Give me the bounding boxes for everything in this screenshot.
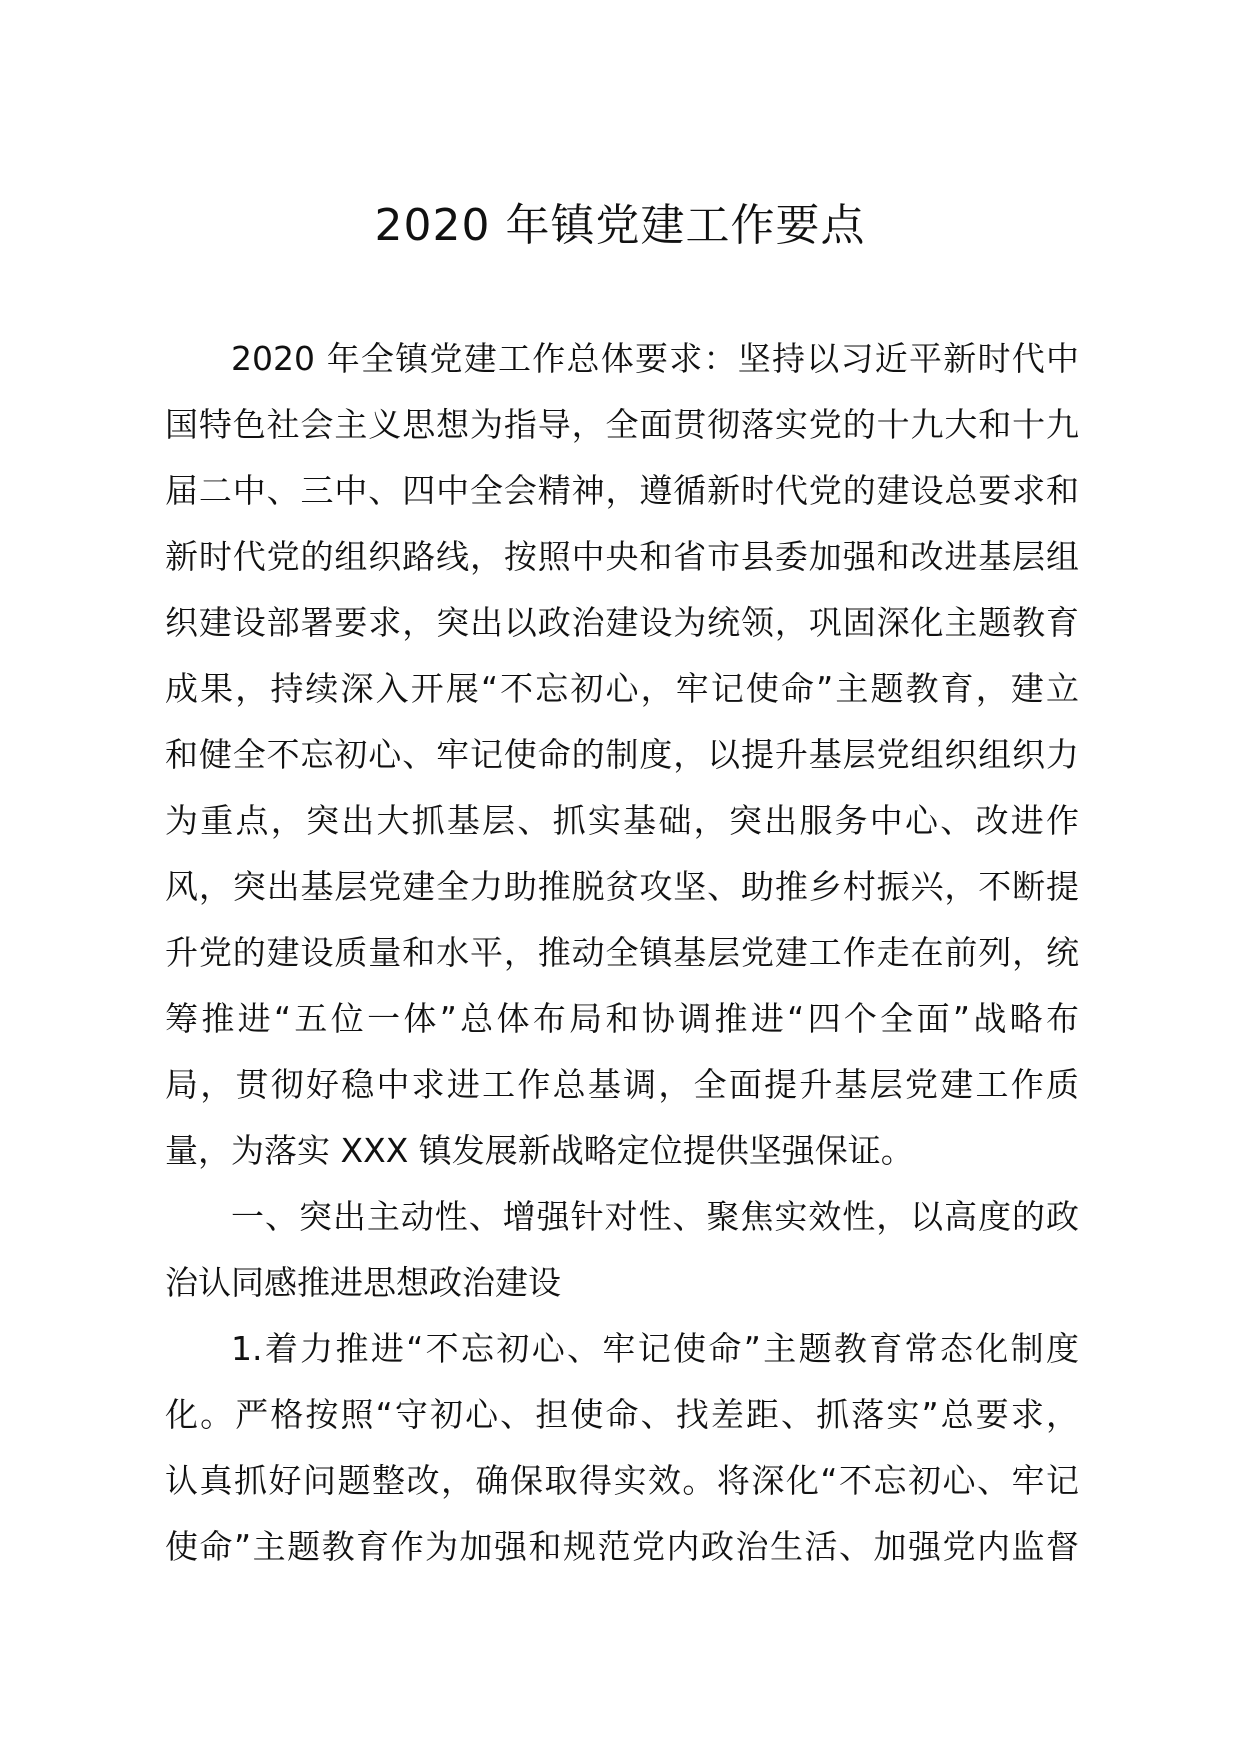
item-1-line-4: 使命”主题教育作为加强和规范党内政治生活、加强党内监督 <box>165 1527 1079 1566</box>
paragraph-1-line-2: 国特色社会主义思想为指导，全面贯彻落实党的十九大和十九 <box>165 405 1079 444</box>
paragraph-1-line-1: 2020 年全镇党建工作总体要求：坚持以习近平新时代中 <box>231 339 1079 378</box>
item-1-line-1: 1.着力推进“不忘初心、牢记使命”主题教育常态化制度 <box>231 1329 1079 1368</box>
item-1-line-2: 化。严格按照“守初心、担使命、找差距、抓落实”总要求， <box>165 1395 1079 1434</box>
paragraph-1-line-11: 筹推进“五位一体”总体布局和协调推进“四个全面”战略布 <box>165 999 1079 1038</box>
paragraph-1-line-7: 和健全不忘初心、牢记使命的制度，以提升基层党组织组织力 <box>165 735 1079 774</box>
paragraph-1-line-12: 局，贯彻好稳中求进工作总基调，全面提升基层党建工作质 <box>165 1065 1079 1104</box>
document-body <box>165 326 1079 1580</box>
paragraph-1-line-13: 量，为落实 XXX 镇发展新战略定位提供坚强保证。 <box>165 1131 914 1170</box>
paragraph-1-line-6: 成果，持续深入开展“不忘初心，牢记使命”主题教育，建立 <box>165 669 1079 708</box>
section-heading-1-line-1: 一、突出主动性、增强针对性、聚焦实效性，以高度的政 <box>231 1197 1079 1236</box>
paragraph-1-line-10: 升党的建设质量和水平，推动全镇基层党建工作走在前列，统 <box>165 933 1079 972</box>
item-1-line-3: 认真抓好问题整改，确保取得实效。将深化“不忘初心、牢记 <box>165 1461 1079 1500</box>
paragraph-1-line-8: 为重点，突出大抓基层、抓实基础，突出服务中心、改进作 <box>165 801 1079 840</box>
document-title: 2020 年镇党建工作要点 <box>374 200 866 251</box>
paragraph-1-line-5: 织建设部署要求，突出以政治建设为统领，巩固深化主题教育 <box>165 603 1079 642</box>
section-heading-1-line-2: 治认同感推进思想政治建设 <box>165 1263 561 1302</box>
paragraph-1-line-4: 新时代党的组织路线，按照中央和省市县委加强和改进基层组 <box>165 537 1079 576</box>
paragraph-1-line-9: 风，突出基层党建全力助推脱贫攻坚、助推乡村振兴，不断提 <box>165 867 1079 906</box>
paragraph-1-line-3: 届二中、三中、四中全会精神，遵循新时代党的建设总要求和 <box>165 471 1079 510</box>
